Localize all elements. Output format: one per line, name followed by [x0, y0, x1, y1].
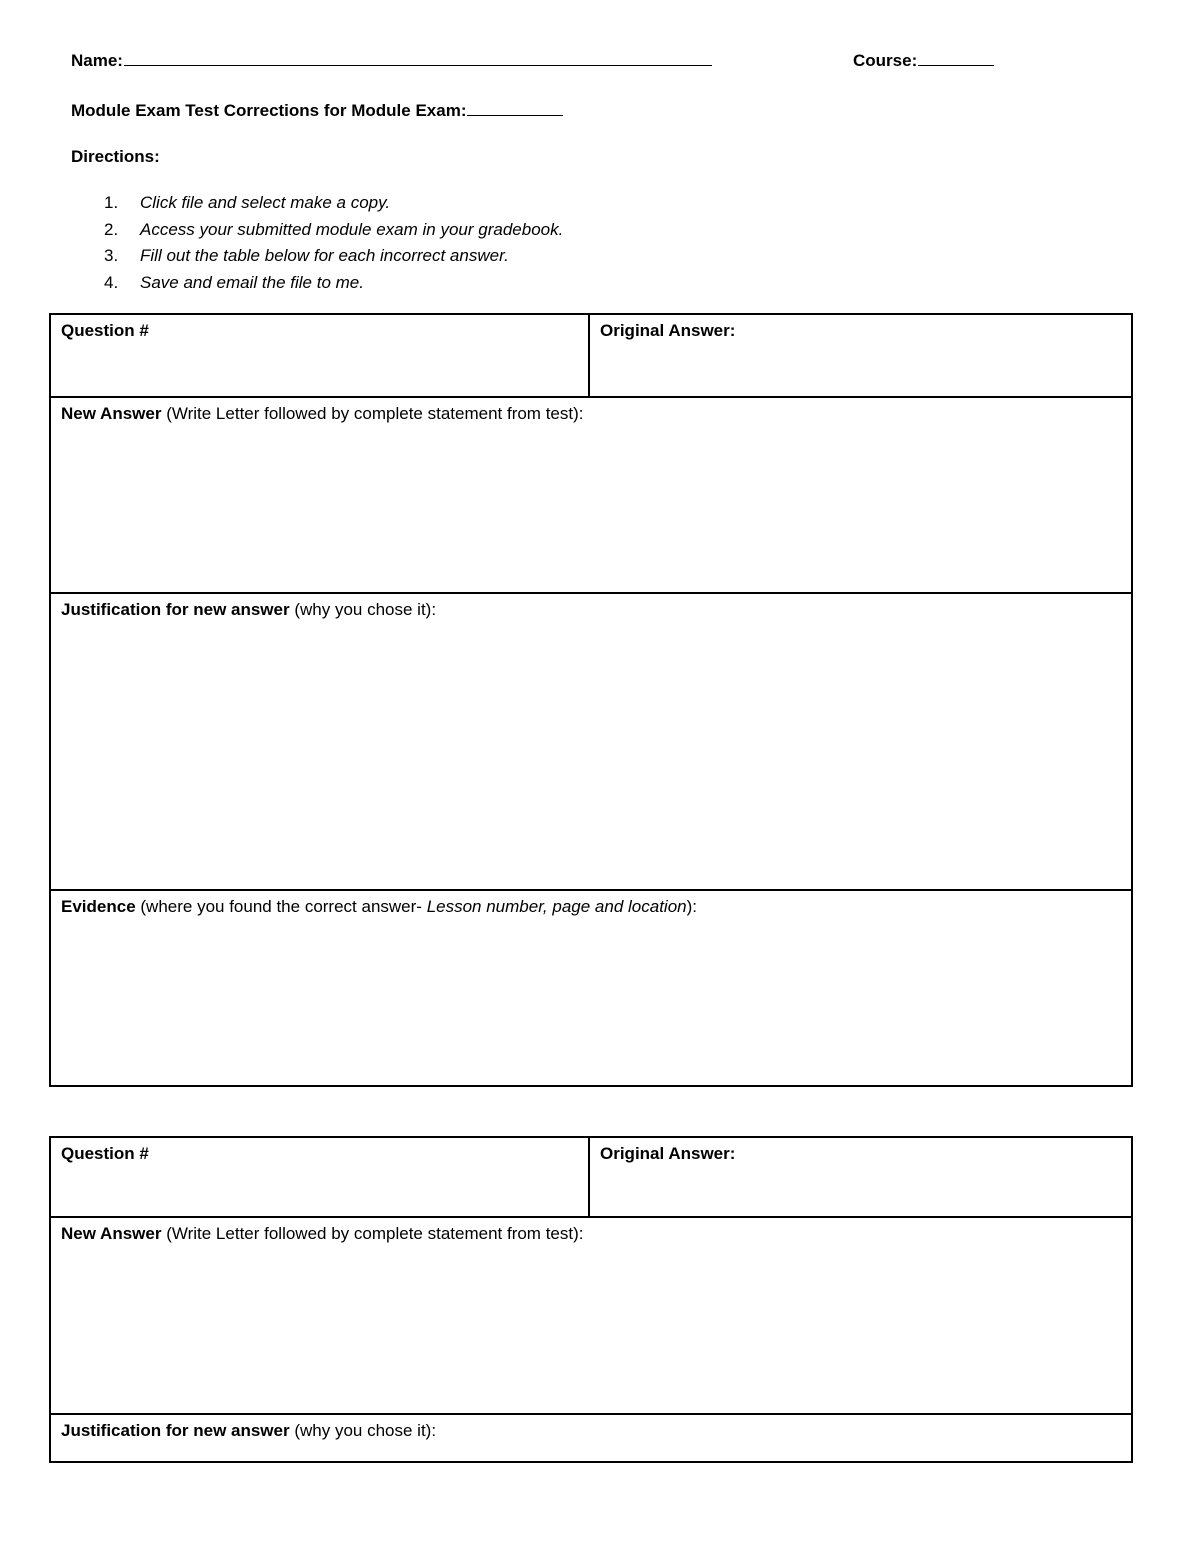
module-exam-field[interactable] [71, 97, 563, 121]
new-answer-label: New Answer [61, 404, 162, 423]
course-label: Course: [853, 51, 918, 70]
evidence-hint-italic: Lesson number, page and location [426, 897, 687, 916]
module-exam-blank[interactable] [467, 97, 563, 116]
new-answer-label: New Answer [61, 1224, 162, 1243]
correction-table-2 [49, 1136, 1133, 1463]
new-answer-hint: (Write Letter followed by complete statement from test): [161, 404, 584, 423]
direction-item: 2. Access your submitted module exam in your gradebook. [104, 219, 564, 239]
justification-label: Justification for new answer [61, 1421, 290, 1440]
name-label: Name: [71, 51, 123, 70]
new-answer-cell[interactable] [50, 397, 1132, 593]
original-answer-cell[interactable] [589, 1137, 1132, 1217]
new-answer-cell[interactable] [50, 1217, 1132, 1414]
module-exam-label: Module Exam Test Corrections for Module Exam: [71, 101, 467, 120]
original-answer-cell[interactable] [589, 314, 1132, 397]
course-blank[interactable] [918, 47, 994, 66]
original-answer-label: Original Answer: [600, 321, 736, 340]
new-answer-hint: (Write Letter followed by complete statement from test): [161, 1224, 584, 1243]
evidence-cell[interactable] [50, 890, 1132, 1086]
course-field[interactable] [853, 47, 994, 71]
question-number-label: Question # [61, 321, 149, 340]
evidence-hint-end: ): [686, 897, 697, 916]
justification-cell[interactable] [50, 593, 1132, 890]
justification-cell[interactable] [50, 1414, 1132, 1462]
name-blank[interactable] [124, 47, 712, 66]
direction-item: 4. Save and email the file to me. [104, 272, 364, 292]
justification-hint: (why you chose it): [289, 600, 437, 619]
question-number-cell[interactable] [50, 314, 589, 397]
justification-label: Justification for new answer [61, 600, 290, 619]
question-number-label: Question # [61, 1144, 149, 1163]
justification-hint: (why you chose it): [289, 1421, 437, 1440]
name-field[interactable] [71, 47, 712, 71]
evidence-label: Evidence [61, 897, 136, 916]
correction-table-1 [49, 313, 1133, 1087]
directions-list [104, 190, 563, 296]
direction-item: 1. Click file and select make a copy. [104, 193, 391, 212]
original-answer-label: Original Answer: [600, 1144, 736, 1163]
question-number-cell[interactable] [50, 1137, 589, 1217]
evidence-hint: (where you found the correct answer- [135, 897, 427, 916]
direction-item: 3. Fill out the table below for each incorrect answer. [104, 246, 509, 265]
directions-title: Directions: [71, 147, 160, 166]
